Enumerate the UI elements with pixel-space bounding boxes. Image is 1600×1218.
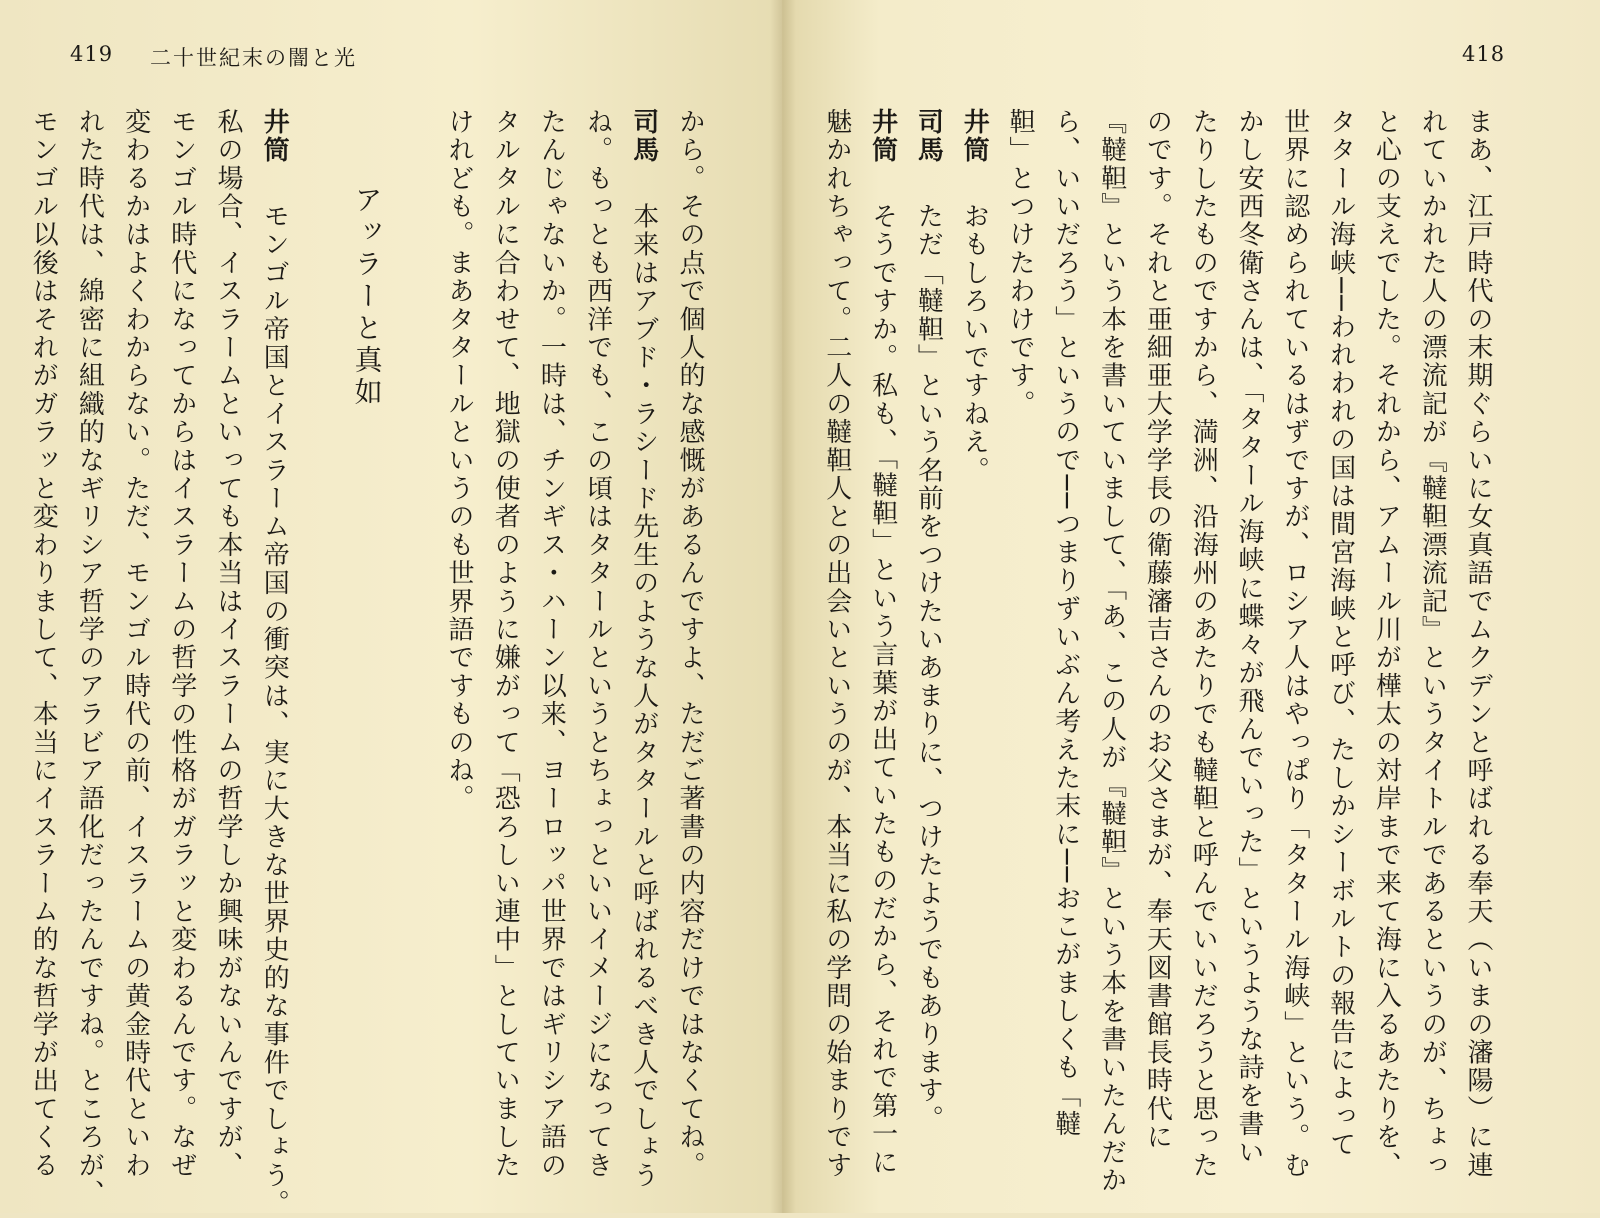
dialogue-text: ただ「韃靼」という名前をつけたいあまりに、つけたようでもあります。 bbox=[913, 174, 944, 1134]
speaker-name: 司馬 bbox=[913, 108, 944, 165]
dialogue-text: 本来はアブド・ラシード先生のような人がタタールと呼ばれるべき人でしょう bbox=[628, 174, 659, 1190]
text-column: 世界に認められているはずですが、ロシア人はやっぱり「タタール海峡」という。む bbox=[1279, 108, 1310, 1180]
text-column: けれども。まあタタールというのも世界語ですものね。 bbox=[444, 108, 474, 813]
dialogue-line bbox=[622, 108, 666, 1190]
page-number-right: 418 bbox=[1462, 42, 1506, 66]
page-number-left: 419 bbox=[70, 42, 114, 66]
dialogue-line bbox=[906, 108, 950, 1133]
text-column: タタール海峡──われわれの国は間宮海峡と呼び、たしかシーボルトの報告によって bbox=[1325, 108, 1356, 1159]
speaker-name: 井筒 bbox=[867, 108, 898, 165]
text-column: から。その点で個人的な感慨があるんですよ、ただご著書の内容だけではなくてね。 bbox=[675, 108, 705, 1180]
text-column: たんじゃないか。一時は、チンギス・ハーン以来、ヨーロッパ世界ではギリシア語の bbox=[536, 108, 567, 1180]
dialogue-text: おもしろいですねえ。 bbox=[959, 174, 990, 485]
text-column: モンゴル以後はそれがガラッと変わりまして、本当にイスラーム的な哲学が出てくる bbox=[28, 108, 59, 1180]
text-column: 魅かれちゃって。二人の韃靼人との出会いというのが、本当に私の学問の始まりです bbox=[821, 108, 852, 1180]
text-column: れた時代は、綿密に組織的なギリシア哲学のアラビア語化だったんですね。ところが、 bbox=[74, 108, 105, 1208]
section-heading: アッラーと真如 bbox=[350, 185, 384, 409]
text-column: たりしたものですから、満洲、沿海州のあたりでも韃靼と呼んでいいだろうと思った bbox=[1188, 108, 1219, 1180]
text-column: かし安西冬衛さんは、「タタール海峡に蝶々が飛んでいった」というような詩を書い bbox=[1234, 108, 1264, 1167]
dialogue-line bbox=[952, 108, 996, 485]
text-column: 変わるかはよくわからない。ただ、モンゴル時代の前、イスラームの黄金時代といわ bbox=[120, 108, 151, 1180]
text-column: と心の支えでした。それから、アムール川が樺太の対岸まで来て海に入るあたりを、 bbox=[1371, 108, 1402, 1180]
text-column: のです。それと亜細亜大学学長の衛藤瀋吉さんのお父さまが、奉天図書館長時代に bbox=[1142, 108, 1173, 1152]
text-column: モンゴル時代になってからはイスラームの哲学の性格がガラッと変わるんです。なぜ bbox=[166, 108, 197, 1180]
running-title: 二十世紀末の闇と光 bbox=[150, 46, 357, 70]
text-column: ら、いいだろう」というので──つまりずいぶん考えた末に──おこがましくも「韃 bbox=[1050, 108, 1081, 1139]
text-column: まあ、江戸時代の末期ぐらいに女真語でムクデンと呼ばれる奉天（いまの瀋陽）に連 bbox=[1463, 108, 1493, 1180]
book-gutter bbox=[770, 0, 796, 1213]
text-column: 『韃靼』という本を書いていまして、「あ、この人が『韃靼』という本を書いたんだか bbox=[1096, 108, 1127, 1195]
text-column: 靼」とつけたわけです。 bbox=[1005, 108, 1035, 419]
text-column: ね。もっとも西洋でも、この頃はタタールというとちょっといいイメージになってき bbox=[582, 108, 613, 1180]
dialogue-text: そうですか。私も、「韃靼」という言葉が出ていたものだから、それで第一に bbox=[867, 174, 898, 1177]
speaker-name: 司馬 bbox=[628, 108, 659, 165]
dialogue-text: モンゴル帝国とイスラーム帝国の衝突は、実に大きな世界史的な事件でしょう。 bbox=[259, 174, 290, 1218]
text-column: れていかれた人の漂流記が『韃靼漂流記』というタイトルであるというのが、ちょっ bbox=[1417, 108, 1448, 1180]
speaker-name: 井筒 bbox=[259, 108, 290, 165]
dialogue-line bbox=[861, 108, 905, 1177]
dialogue-line bbox=[252, 108, 296, 1218]
text-column: タルタルに合わせて、地獄の使者のように嫌がって「恐ろしい連中」としていました bbox=[490, 108, 521, 1180]
speaker-name: 井筒 bbox=[959, 108, 990, 165]
text-column: 私の場合、イスラームといっても本当はイスラームの哲学しか興味がないんですが、 bbox=[213, 108, 243, 1180]
